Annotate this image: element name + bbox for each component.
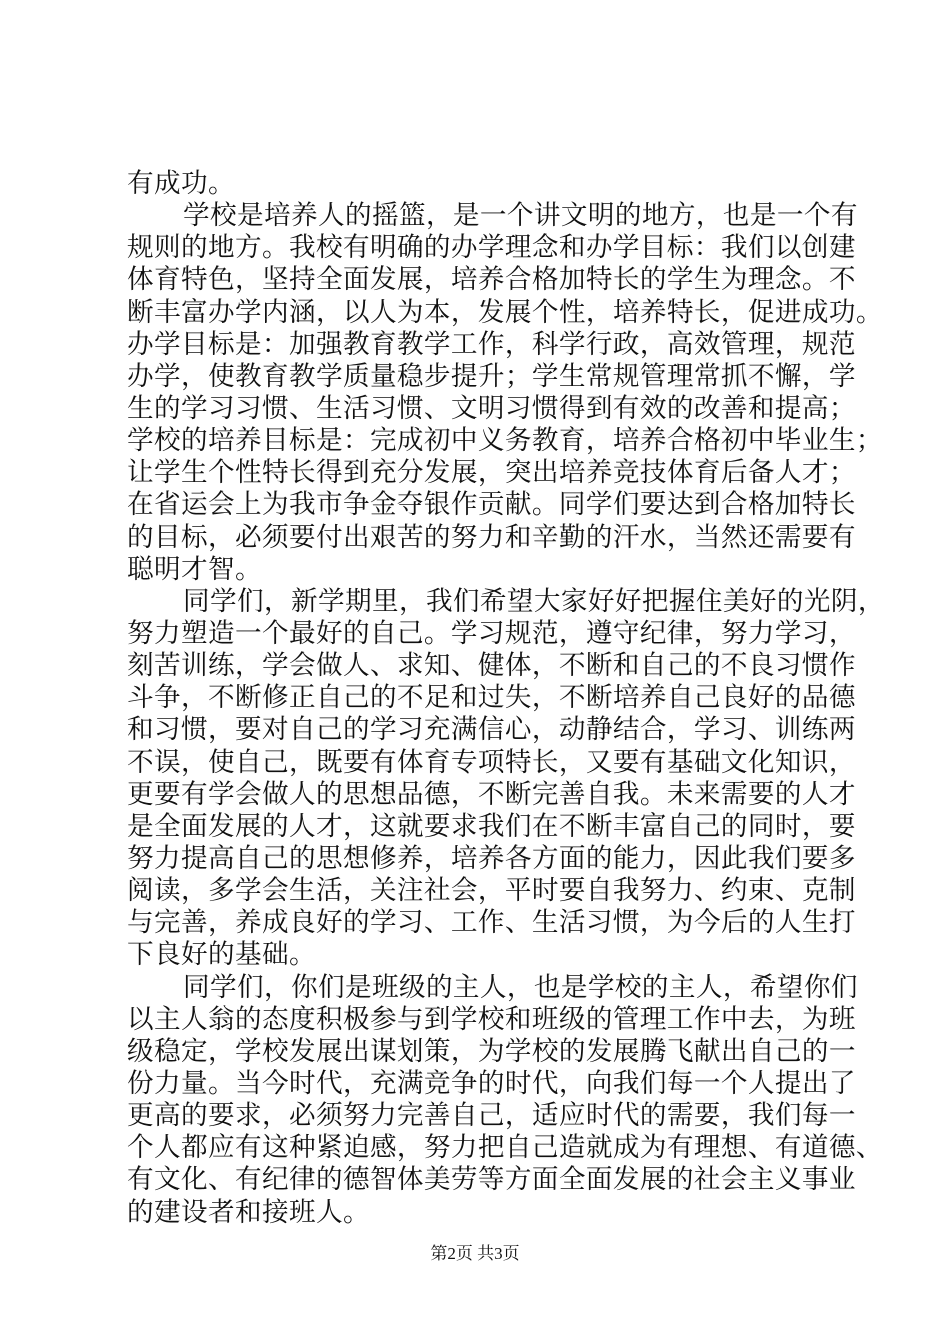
text-line: 级稳定，学校发展出谋划策，为学校的发展腾飞献出自己的一 [127,1035,856,1067]
text-line: 阅读，多学会生活，关注社会，平时要自我努力、约束、克制 [127,875,856,907]
text-line: 办学，使教育教学质量稳步提升；学生常规管理常抓不懈，学 [127,360,856,392]
text-line: 有文化、有纪律的德智体美劳等方面全面发展的社会主义事业 [127,1164,856,1196]
paragraph-first-line: 同学们，你们是班级的主人，也是学校的主人，希望你们 [183,971,858,1003]
text-line: 规则的地方。我校有明确的办学理念和办学目标：我们以创建 [127,232,856,264]
text-line: 努力提高自己的思想修养，培养各方面的能力，因此我们要多 [127,842,856,874]
text-line: 的建设者和接班人。 [127,1196,370,1228]
text-line: 不误，使自己，既要有体育专项特长，又要有基础文化知识， [127,746,856,778]
text-line: 断丰富办学内涵，以人为本，发展个性，培养特长，促进成功。 [127,296,883,328]
text-line: 在省运会上为我市争金夺银作贡献。同学们要达到合格加特长 [127,489,856,521]
text-line: 下良好的基础。 [127,939,316,971]
text-line: 生的学习习惯、生活习惯、文明习惯得到有效的改善和提高； [127,392,856,424]
text-line: 与完善，养成良好的学习、工作、生活习惯，为今后的人生打 [127,907,856,939]
text-line: 有成功。 [127,168,235,199]
text-line: 学校的培养目标是：完成初中义务教育，培养合格初中毕业生； [127,425,883,457]
text-line: 体育特色，坚持全面发展，培养合格加特长的学生为理念。不 [127,264,856,296]
text-line: 个人都应有这种紧迫感，努力把自己造就成为有理想、有道德、 [127,1132,883,1164]
body-text [127,168,885,1229]
text-line: 更高的要求，必须努力完善自己，适应时代的需要，我们每一 [127,1100,856,1132]
text-line: 的目标，必须要付出艰苦的努力和辛勤的汗水，当然还需要有 [127,521,856,553]
text-line: 让学生个性特长得到充分发展，突出培养竞技体育后备人才； [127,457,856,489]
text-line: 更要有学会做人的思想品德，不断完善自我。未来需要的人才 [127,778,856,810]
text-line: 努力塑造一个最好的自己。学习规范，遵守纪律，努力学习， [127,617,856,649]
text-line: 以主人翁的态度积极参与到学校和班级的管理工作中去，为班 [127,1003,856,1035]
text-line: 份力量。当今时代，充满竞争的时代，向我们每一个人提出了 [127,1067,856,1099]
paragraph-first-line: 同学们，新学期里，我们希望大家好好把握住美好的光阴， [183,585,885,617]
page-number-footer: 第2页 共3页 [430,1244,520,1263]
text-line: 办学目标是：加强教育教学工作，科学行政，高效管理，规范 [127,328,856,360]
text-line: 是全面发展的人才，这就要求我们在不断丰富自己的同时，要 [127,810,856,842]
text-line: 刻苦训练，学会做人、求知、健体，不断和自己的不良习惯作 [127,650,856,682]
text-line: 和习惯，要对自己的学习充满信心，动静结合，学习、训练两 [127,714,856,746]
text-line: 斗争，不断修正自己的不足和过失，不断培养自己良好的品德 [127,682,856,714]
text-line: 聪明才智。 [127,553,262,585]
paragraph-first-line: 学校是培养人的摇篮，是一个讲文明的地方，也是一个有 [183,200,858,232]
